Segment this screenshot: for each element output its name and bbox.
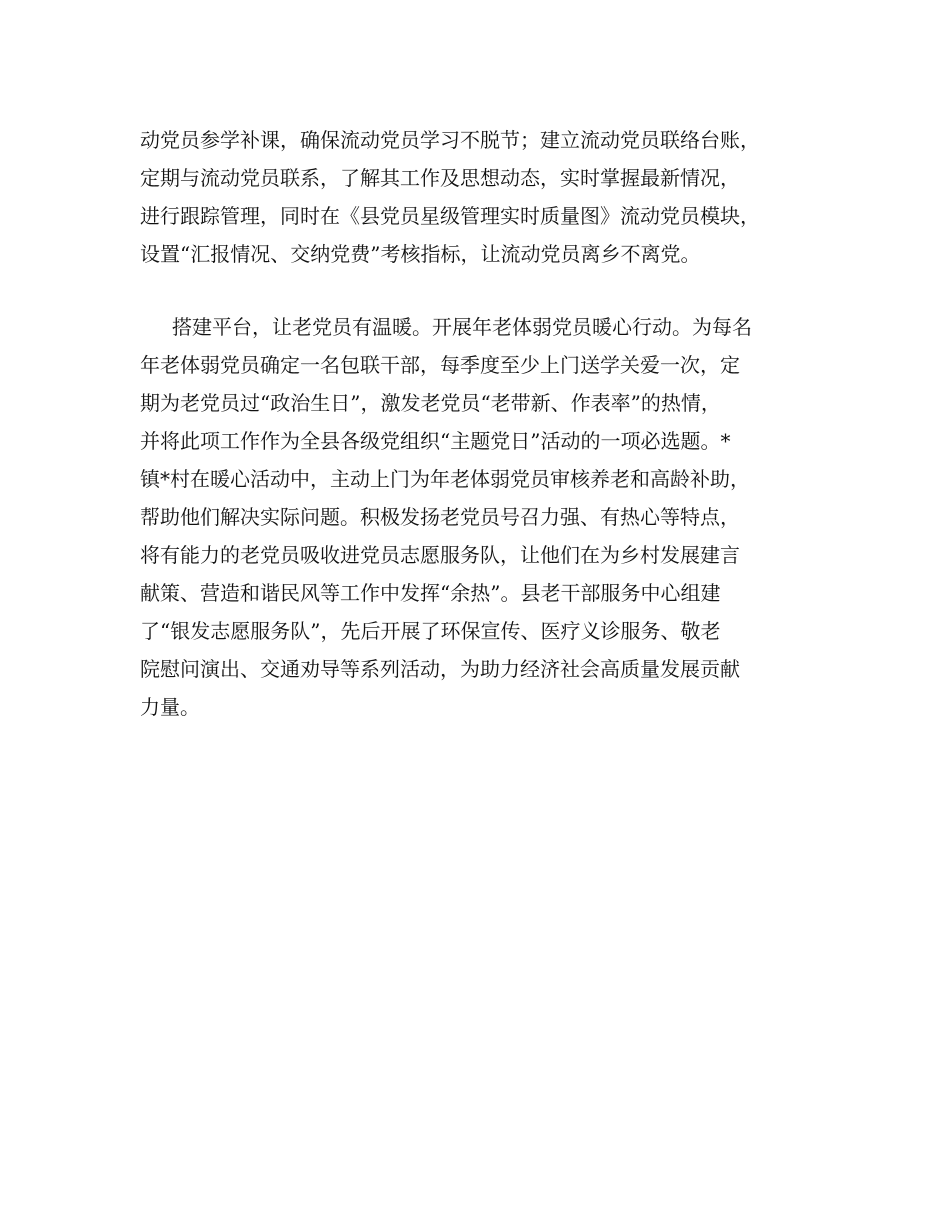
paragraph-2-line: 了“银发志愿服务队”，先后开展了环保宣传、医疗义诊服务、敬老	[140, 619, 721, 643]
paragraph-2-line: 力量。	[140, 695, 200, 719]
paragraph-2-line: 年老体弱党员确定一名包联干部，每季度至少上门送学关爱一次，定	[140, 353, 740, 377]
paragraph-2-line: 并将此项工作作为全县各级党组织“主题党日”活动的一项必选题。*	[140, 429, 731, 453]
paragraph-2-line: 期为老党员过“政治生日”，激发老党员“老带新、作表率”的热情，	[140, 391, 721, 415]
paragraph-1-line: 进行跟踪管理，同时在《县党员星级管理实时质量图》流动党员模块，	[140, 204, 760, 228]
paragraph-1-line: 设置“汇报情况、交纳党费”考核指标，让流动党员离乡不离党。	[140, 242, 701, 266]
paragraph-2-line: 将有能力的老党员吸收进党员志愿服务队，让他们在为乡村发展建言	[140, 543, 740, 567]
paragraph-2-line: 献策、营造和谐民风等工作中发挥“余热”。县老干部服务中心组建	[140, 581, 721, 605]
paragraph-1-line: 动党员参学补课，确保流动党员学习不脱节；建立流动党员联络台账，	[140, 128, 760, 152]
paragraph-2-line: 搭建平台，让老党员有温暖。开展年老体弱党员暖心行动。为每名	[172, 315, 752, 339]
paragraph-2-line: 帮助他们解决实际问题。积极发扬老党员号召力强、有热心等特点，	[140, 505, 740, 529]
paragraph-2-line: 镇*村在暖心活动中，主动上门为年老体弱党员审核养老和高龄补助，	[140, 467, 750, 491]
paragraph-2-line: 院慰问演出、交通劝导等系列活动，为助力经济社会高质量发展贡献	[140, 657, 740, 681]
paragraph-1-line: 定期与流动党员联系，了解其工作及思想动态，实时掌握最新情况，	[140, 166, 740, 190]
